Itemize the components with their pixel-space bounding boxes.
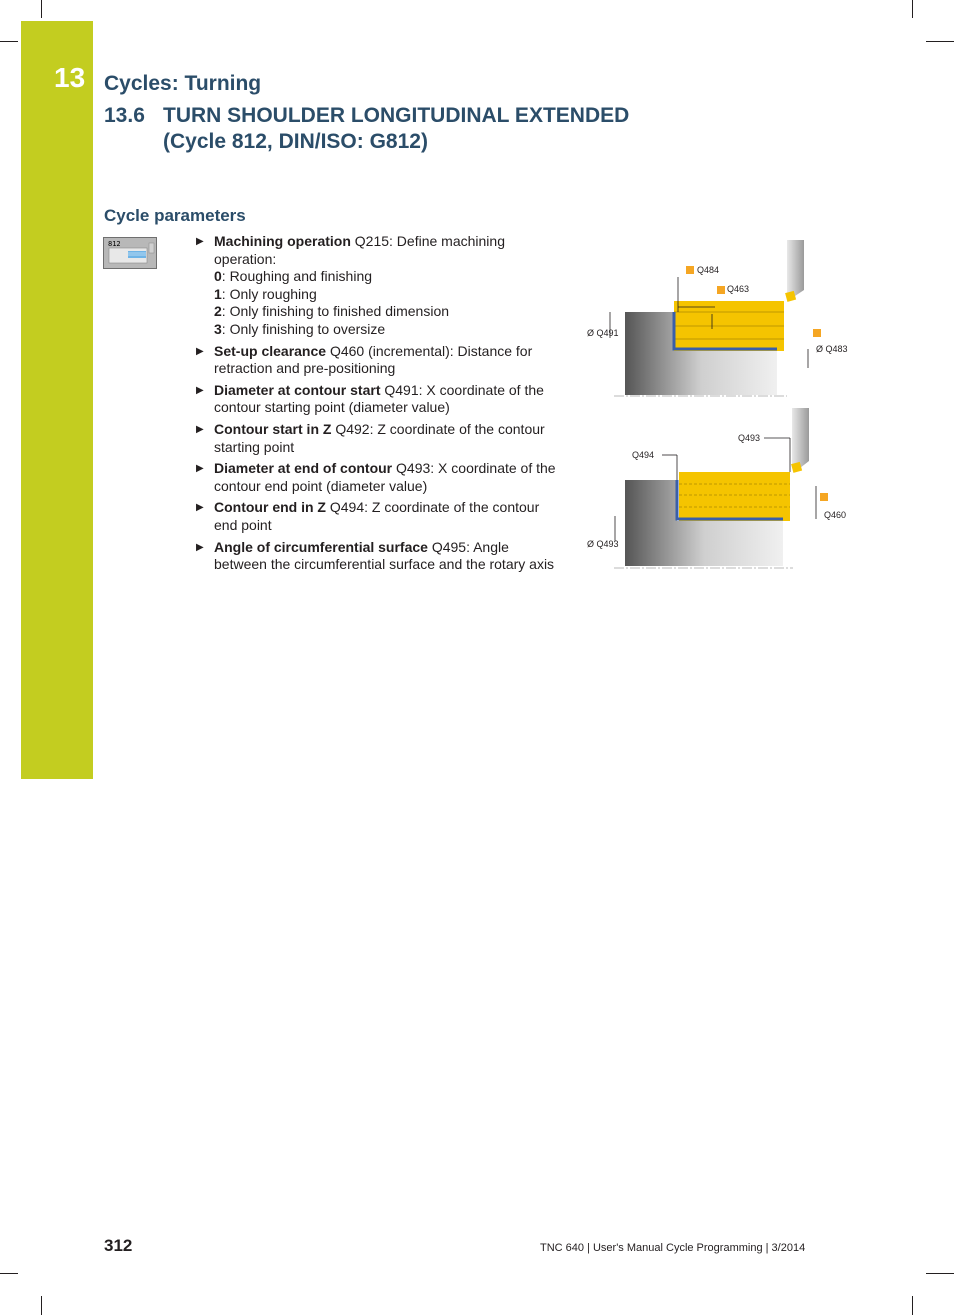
label-q493-z: Q493: [738, 433, 761, 443]
crop-mark: [0, 41, 18, 42]
param-name: Contour end in Z: [214, 499, 326, 516]
bullet-arrow-icon: ▶: [196, 541, 204, 553]
param-desc: Q491: X coordinate of the contour starting point (diameter value): [214, 381, 544, 416]
stock-area: [679, 472, 790, 521]
incremental-marker-icon: [820, 493, 828, 501]
list-item: [196, 539, 562, 574]
param-desc: Q493: X coordinate of the contour end point (diameter value): [214, 460, 556, 494]
turning-tool: [787, 240, 804, 296]
bullet-arrow-icon: ▶: [196, 423, 204, 435]
crop-mark: [912, 0, 913, 18]
crop-mark: [41, 0, 42, 18]
turning-tool: [792, 408, 809, 468]
param-name: Machining operation: [214, 233, 351, 249]
diagram-roughing: [580, 238, 848, 403]
cycle-parameters-heading: Cycle parameters: [104, 206, 246, 225]
crop-mark: [926, 41, 954, 42]
list-item: [196, 343, 562, 378]
option-line: 3: Only finishing to oversize: [214, 320, 386, 337]
chapter-sidebar: [21, 21, 93, 779]
footer-text: TNC 640 | User's Manual Cycle Programming | 3/2014: [540, 1242, 806, 1254]
bullet-arrow-icon: ▶: [196, 236, 204, 247]
option-line: 1: Only roughing: [214, 285, 317, 302]
label-q491: Ø Q491: [587, 328, 619, 338]
crop-mark: [926, 1273, 954, 1274]
bullet-arrow-icon: ▶: [196, 463, 204, 475]
cycle-812-softkey-icon: [103, 237, 157, 269]
list-item: [196, 233, 562, 339]
param-name: Set-up clearance: [214, 342, 327, 359]
list-item: [196, 421, 562, 456]
option-line: 2: Only finishing to finished dimension: [214, 303, 450, 320]
label-q484: Q484: [697, 265, 720, 275]
bullet-arrow-icon: ▶: [196, 502, 204, 514]
crop-mark: [912, 1296, 913, 1315]
param-name: Angle of circumferential surface: [214, 538, 428, 555]
option-line: 0: Roughing and finishing: [214, 268, 373, 285]
label-q460: Q460: [824, 510, 847, 520]
label-q494: Q494: [632, 450, 655, 460]
list-item: [196, 460, 562, 495]
incremental-marker-icon: [686, 266, 694, 274]
label-q483: Ø Q483: [816, 344, 848, 354]
softkey-graphic: [104, 238, 156, 268]
section-number: 13.6: [104, 104, 145, 127]
label-q493-diameter: Ø Q493: [587, 539, 619, 549]
param-desc: Q492: Z coordinate of the contour starting point: [214, 420, 545, 455]
diagram-finishing: [580, 406, 847, 576]
crop-mark: [41, 1296, 42, 1315]
chapter-number: 13: [54, 62, 86, 93]
bullet-arrow-icon: ▶: [196, 345, 204, 357]
param-desc: Q495: Angle between the circumferential surface and the rotary axis: [214, 538, 555, 573]
chapter-title: Cycles: Turning: [104, 72, 262, 95]
section-subtitle: (Cycle 812, DIN/ISO: G812): [163, 130, 428, 153]
param-name: Diameter at contour start: [214, 381, 381, 398]
param-name: Contour start in Z: [214, 420, 332, 437]
crop-mark: [0, 1273, 18, 1274]
bullet-arrow-icon: ▶: [196, 384, 204, 396]
list-item: [196, 499, 562, 534]
param-name: Diameter at end of contour: [214, 460, 393, 477]
section-title: TURN SHOULDER LONGITUDINAL EXTENDED: [163, 104, 630, 127]
param-desc: Q460 (incremental): Distance for retraction and pre-positioning: [214, 342, 533, 377]
incremental-marker-icon: [813, 329, 821, 337]
softkey-label: 812: [108, 240, 121, 248]
label-q463: Q463: [727, 284, 750, 294]
param-desc: Q215: Define machining operation:: [214, 233, 505, 267]
incremental-marker-icon: [717, 286, 725, 294]
parameter-list: [196, 233, 562, 578]
param-desc: Q494: Z coordinate of the contour end point: [214, 499, 540, 533]
list-item: [196, 382, 562, 417]
page-number: 312: [104, 1236, 133, 1255]
